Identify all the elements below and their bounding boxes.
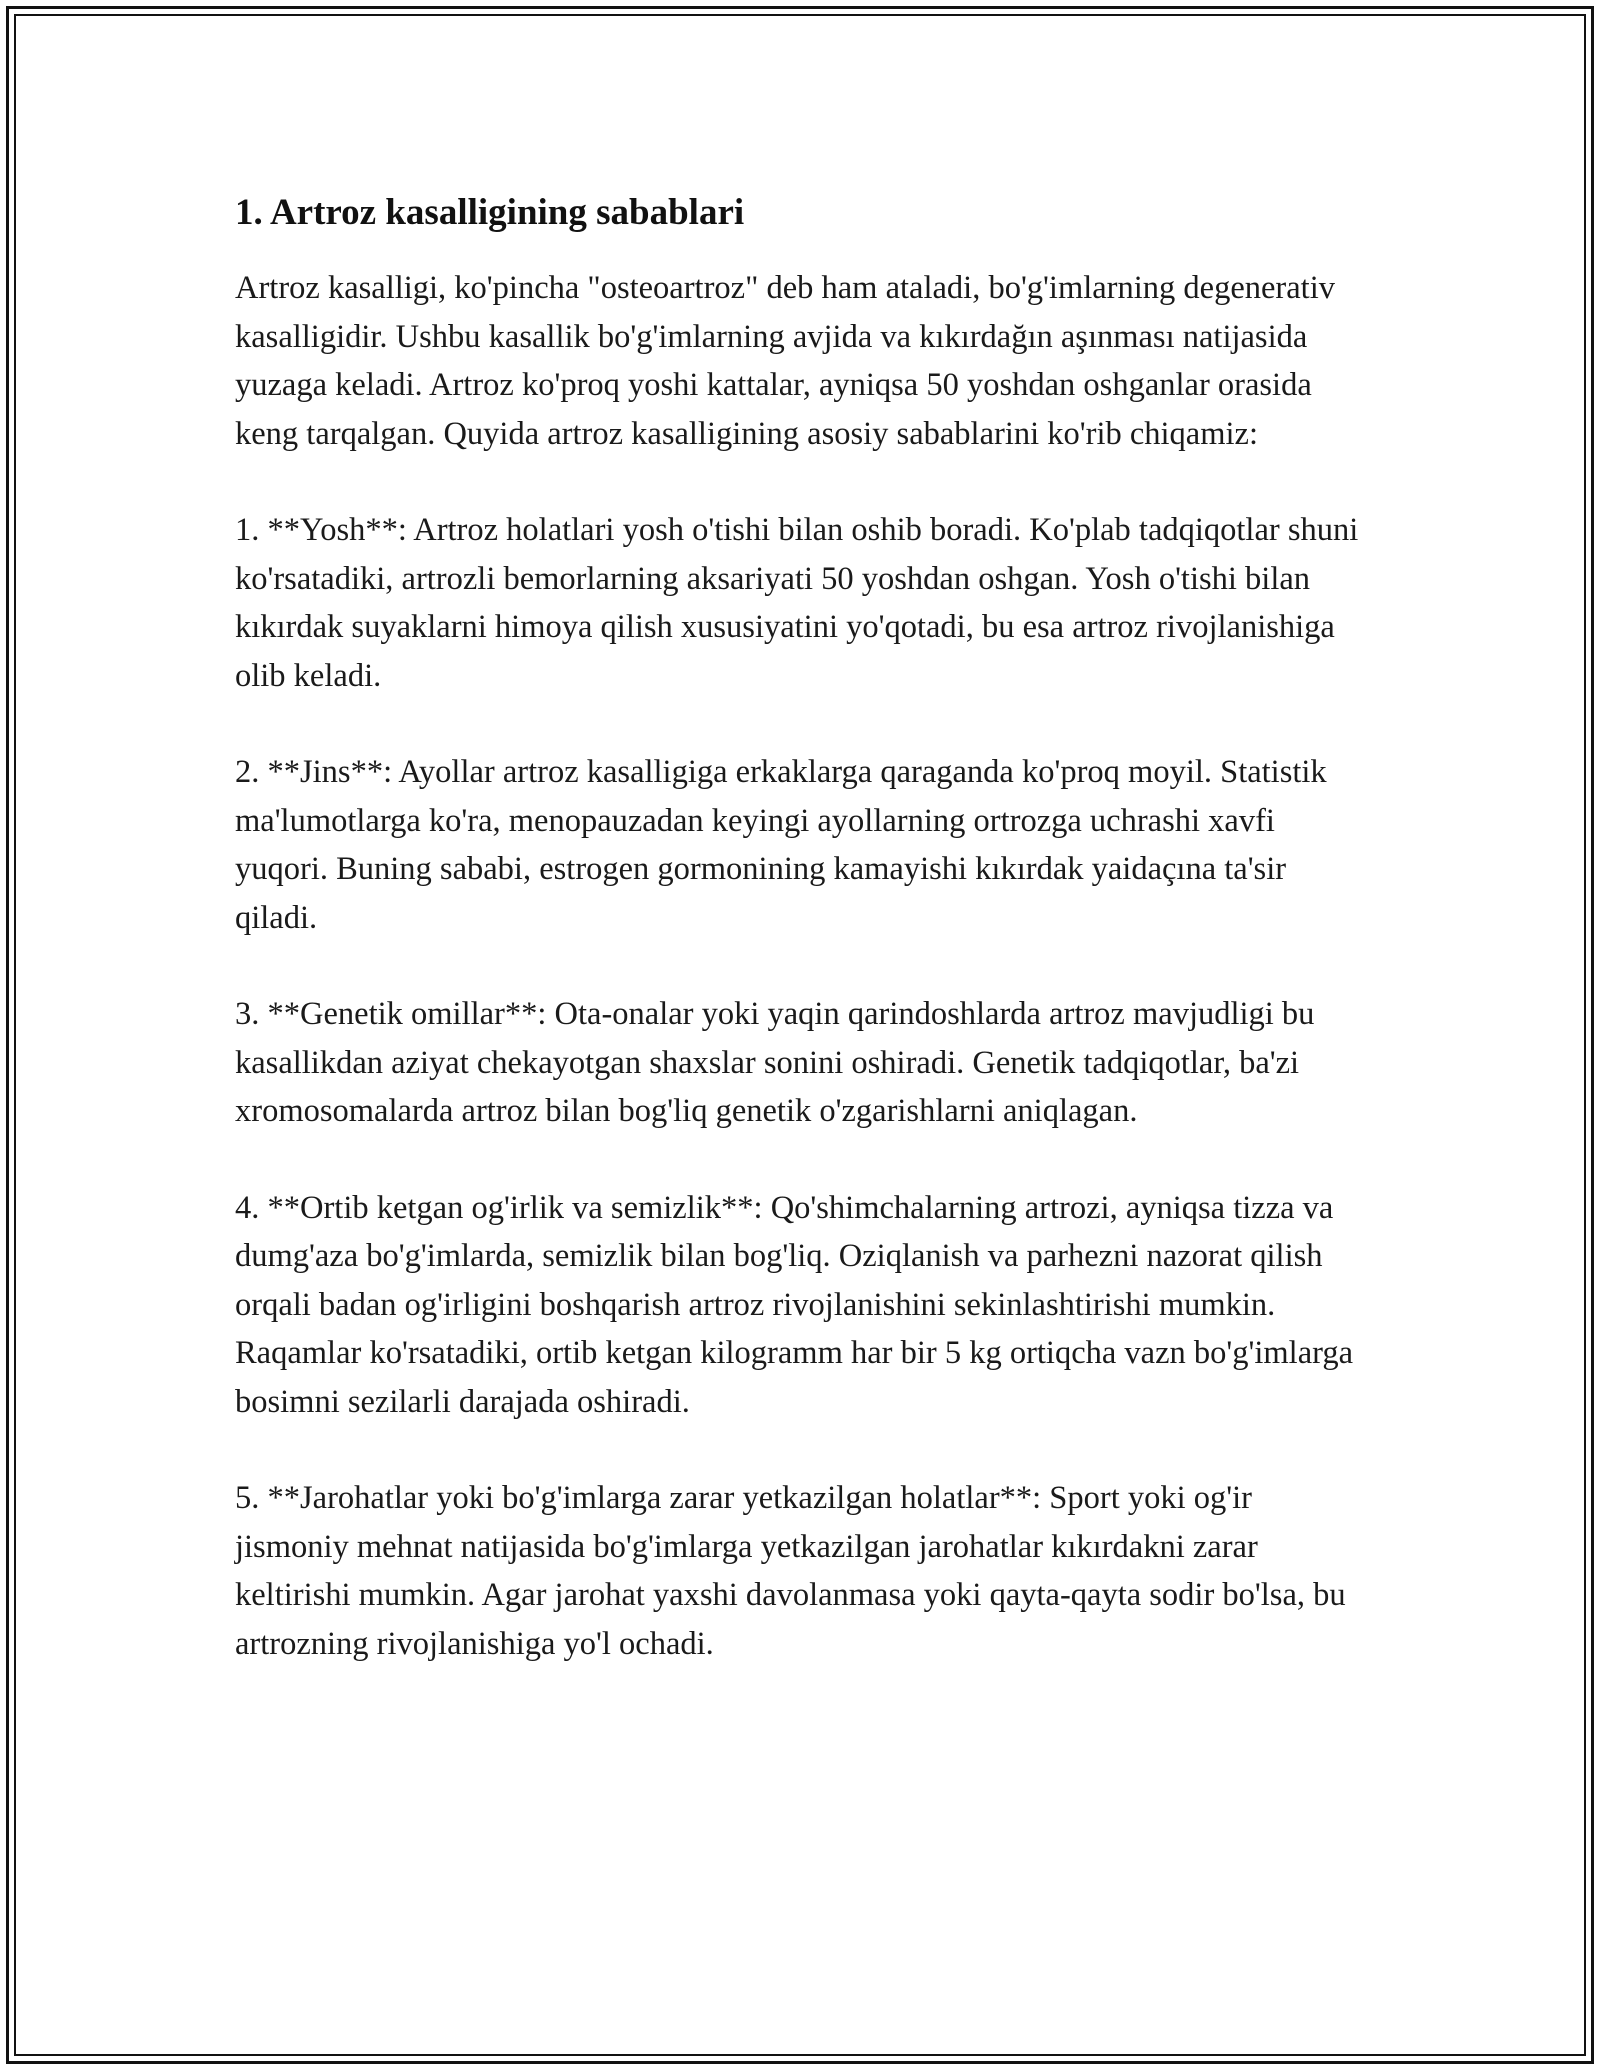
cause-item-age: 1. **Yosh**: Artroz holatlari yosh o'tishi bilan oshib boradi. Ko'plab tadqiqotlar shuni ko'rsatadiki, artrozli bemorlarning aksariyati 50 yoshdan oshgan. Yosh o'tishi bilan kıkırdak suyaklarni himoya qilish xususiyatini yo'qotadi, bu esa artroz rivojlanishiga olib keladi. bbox=[235, 512, 1359, 694]
cause-item-gender: 2. **Jins**: Ayollar artroz kasalligiga erkaklarga qaraganda ko'proq moyil. Statistik ma'lumotlarga ko'ra, menopauzadan keyingi ayollarning ortrozga uchrashi xavfi yuqori. Buning sababi, estrogen gormonining kamayishi kıkırdak yaidaçına ta'sir qiladi. bbox=[235, 754, 1327, 936]
cause-item-weight: 4. **Ortib ketgan og'irlik va semizlik**: Qo'shimchalarning artrozi, ayniqsa tizza va dumg'aza bo'g'imlarda, semizlik bilan bog'liq. Oziqlanish va parhezni nazorat qilish orqali badan og'irligini boshqarish artroz rivojlanishini sekinlashtirishi mumkin. Raqamlar ko'rsatadiki, ortib ketgan kilogramm har bir 5 kg ortiqcha vazn bo'g'imlarga bosimni sezilarli darajada oshiradi. bbox=[235, 1189, 1354, 1420]
cause-item-genetics: 3. **Genetik omillar**: Ota-onalar yoki yaqin qarindoshlarda artroz mavjudligi bu kasallikdan aziyat chekayotgan shaxslar sonini oshiradi. Genetik tadqiqotlar, ba'zi xromosomalarda artroz bilan bog'liq genetik o'zgarishlarni aniqlagan. bbox=[235, 996, 1315, 1129]
intro-paragraph: Artroz kasalligi, ko'pincha "osteoartroz" deb ham ataladi, bo'g'imlarning degenerativ kasalligidir. Ushbu kasallik bo'g'imlarning avjida va kıkırdağın aşınması natijasida yuzaga keladi. Artroz ko'proq yoshi kattalar, ayniqsa 50 yoshdan oshganlar orasida keng tarqalgan. Quyida artroz kasalligining asosiy sabablarini ko'rib chiqamiz: bbox=[235, 270, 1335, 452]
section-heading: 1. Artroz kasalligining sabablari bbox=[235, 192, 745, 233]
document-body bbox=[235, 188, 1370, 1716]
cause-item-injuries: 5. **Jarohatlar yoki bo'g'imlarga zarar yetkazilgan holatlar**: Sport yoki og'ir jismoniy mehnat natijasida bo'g'imlarga yetkazilgan jarohatlar kıkırdakni zarar keltirishi mumkin. Agar jarohat yaxshi davolanmasa yoki qayta-qayta sodir bo'lsa, bu artrozning rivojlanishiga yo'l ochadi. bbox=[235, 1480, 1346, 1662]
